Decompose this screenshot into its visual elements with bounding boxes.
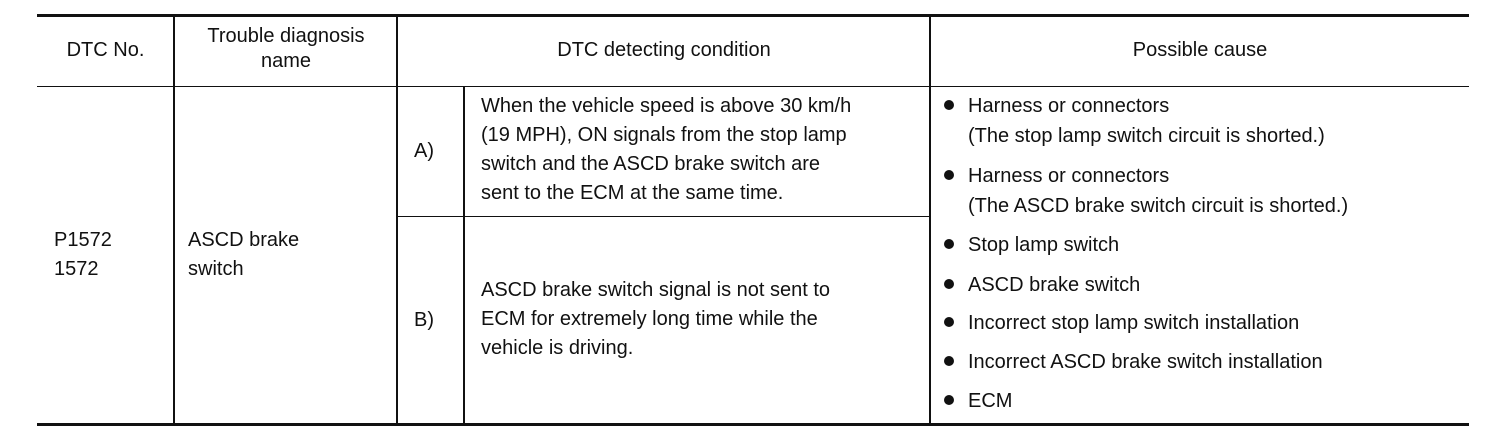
- condition-a-text: [481, 92, 851, 208]
- diagnosis-name-cell: [188, 226, 299, 284]
- header-possible-cause: Possible cause: [1132, 39, 1268, 61]
- diagnosis-name-line2: switch: [188, 258, 244, 280]
- condition-b-line: vehicle is driving.: [481, 337, 634, 359]
- condition-a-line: sent to the ECM at the same time.: [481, 182, 784, 204]
- condition-a-line: (19 MPH), ON signals from the stop lamp: [481, 124, 847, 146]
- cause-item: Incorrect stop lamp switch installation: [944, 308, 1299, 338]
- bullet-icon: [944, 279, 954, 289]
- bullet-icon: [944, 395, 954, 405]
- condition-label-divider: [463, 87, 465, 423]
- table-bottom-border: [37, 423, 1469, 426]
- dtc-code-short: 1572: [54, 258, 99, 280]
- bullet-icon: [944, 239, 954, 249]
- condition-a-line: switch and the ASCD brake switch are: [481, 153, 821, 175]
- bullet-icon: [944, 100, 954, 110]
- header-diagnosis-name: [175, 24, 397, 74]
- column-divider-2: [396, 16, 398, 423]
- dtc-number-cell: [54, 226, 112, 284]
- cause-detail: (The stop lamp switch circuit is shorted.): [968, 125, 1325, 147]
- condition-b-label: B): [414, 309, 434, 331]
- header-diagnosis-name-line2: name: [260, 50, 312, 72]
- condition-a-line: When the vehicle speed is above 30 km/h: [481, 95, 852, 117]
- column-divider-3: [929, 16, 931, 423]
- dtc-code: P1572: [54, 229, 112, 251]
- header-dtc-no: DTC No.: [66, 39, 145, 61]
- header-diagnosis-name-line1: Trouble diagnosis: [207, 25, 365, 47]
- cause-item: Harness or connectors (The stop lamp switch circuit is shorted.): [944, 91, 1325, 151]
- cause-item: Incorrect ASCD brake switch installation: [944, 347, 1323, 377]
- cause-item: ECM: [944, 386, 1012, 416]
- bullet-icon: [944, 170, 954, 180]
- cause-item: ASCD brake switch: [944, 270, 1140, 300]
- column-divider-1: [173, 16, 175, 423]
- cause-item: Stop lamp switch: [944, 230, 1119, 260]
- header-detecting-condition: DTC detecting condition: [557, 39, 771, 61]
- cause-item: Harness or connectors (The ASCD brake switch circuit is shorted.): [944, 161, 1348, 221]
- diagnosis-name-line1: ASCD brake: [188, 229, 300, 251]
- condition-b-text: [481, 276, 830, 363]
- bullet-icon: [944, 356, 954, 366]
- bullet-icon: [944, 317, 954, 327]
- condition-a-label: A): [414, 140, 434, 162]
- table-top-border: [37, 14, 1469, 17]
- cause-detail: (The ASCD brake switch circuit is shorted.): [968, 195, 1349, 217]
- condition-divider: [397, 216, 930, 217]
- condition-b-line: ASCD brake switch signal is not sent to: [481, 279, 831, 301]
- condition-b-line: ECM for extremely long time while the: [481, 308, 818, 330]
- header-divider: [37, 86, 1469, 87]
